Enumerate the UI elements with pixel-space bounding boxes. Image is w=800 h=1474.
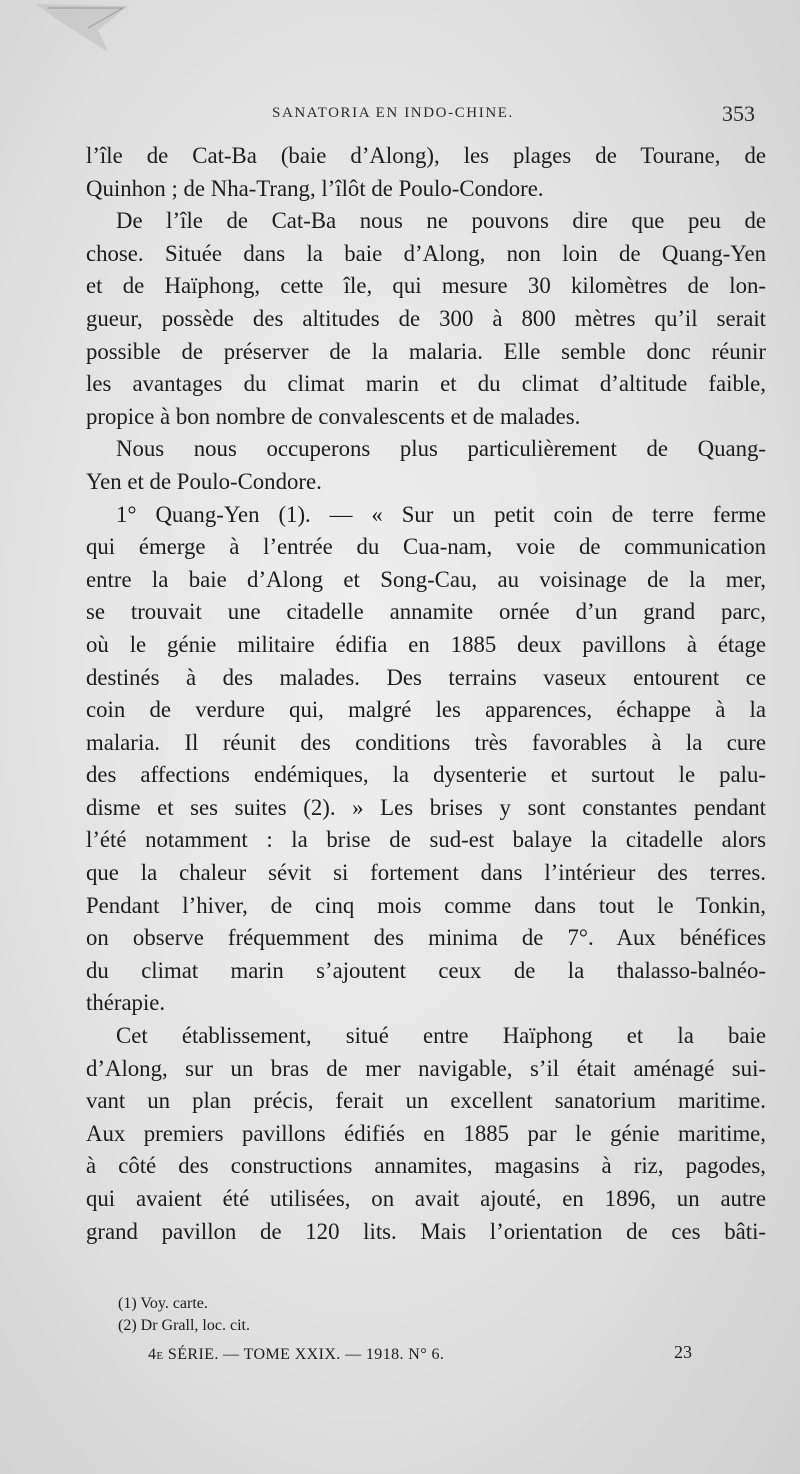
text-line: thérapie. [86, 990, 166, 1016]
text-line: des affections endémiques, la dysenterie et surtout le palu- [86, 762, 766, 788]
text-line: Pendant l’hiver, de cinq mois comme dans tout le Tonkin, [86, 892, 766, 918]
text-line: l’été notamment : la brise de sud-est balaye la citadelle alors [86, 827, 766, 853]
text-line: possible de préserver de la malaria. Elle semble donc réunir [86, 338, 766, 364]
text-line: coin de verdure qui, malgré les apparences, échappe à la [86, 697, 766, 723]
text-line: qui avaient été utilisées, on avait ajouté, en 1896, un autre [86, 1186, 766, 1211]
text-line: que la chaleur sévit si fortement dans l’intérieur des terres. [86, 860, 766, 886]
text-line: qui émerge à l’entrée du Cua-nam, voie de communication [86, 534, 766, 560]
text-line: propice à bon nombre de convalescents et de malades. [86, 403, 581, 429]
text-line: Yen et de Poulo-Condore. [86, 468, 322, 494]
text-line: gueur, possède des altitudes de 300 à 800 mètres qu’il serait [86, 305, 766, 331]
text-line: Quinhon ; de Nha-Trang, l’îlôt de Poulo-Condore. [86, 175, 544, 201]
text-line: malaria. Il réunit des conditions très favorables à la cure [86, 729, 766, 755]
footnote: (2) Dr Grall, loc. cit. [118, 1317, 250, 1334]
text-line: d’Along, sur un bras de mer navigable, s’il était aménagé sui- [86, 1055, 766, 1081]
torn-corner-mark [28, 0, 138, 60]
text-line: chose. Située dans la baie d’Along, non loin de Quang-Yen [86, 240, 766, 266]
text-line: vant un plan précis, ferait un excellent sanatorium maritime. [86, 1088, 766, 1114]
text-line: les avantages du climat marin et du climat d’altitude faible, [86, 371, 766, 397]
text-line: et de Haïphong, cette île, qui mesure 30 kilomètres de lon- [86, 273, 766, 299]
text-line: Aux premiers pavillons édifiés en 1885 par le génie maritime, [86, 1120, 766, 1146]
text-line: disme et ses suites (2). » Les brises y sont constantes pendant [86, 794, 766, 820]
text-line: on observe fréquemment des minima de 7°. Aux bénéfices [86, 925, 766, 951]
series-info: 4e SÉRIE. — TOME XXIX. — 1918. N° 6. [148, 1346, 445, 1363]
footnotes [118, 1293, 518, 1337]
text-line: se trouvait une citadelle annamite ornée d’un grand parc, [86, 599, 766, 625]
text-line: grand pavillon de 120 lits. Mais l’orientation de ces bâti- [86, 1218, 766, 1244]
footnote: (1) Voy. carte. [118, 1295, 208, 1312]
running-head-title: SANATORIA EN INDO-CHINE. [272, 105, 514, 121]
signature-number: 23 [674, 1342, 692, 1362]
body-text [86, 140, 766, 1248]
text-line: du climat marin s’ajoutent ceux de la thalasso-balnéo- [86, 957, 766, 983]
text-line: où le génie militaire édifia en 1885 deux pavillons à étage [86, 631, 766, 657]
text-line: destinés à des malades. Des terrains vaseux entourent ce [86, 664, 766, 690]
text-line: à côté des constructions annamites, magasins à riz, pagodes, [86, 1153, 766, 1179]
page-number: 353 [722, 101, 755, 126]
text-line: entre la baie d’Along et Song-Cau, au voisinage de la mer, [86, 566, 766, 592]
running-head [0, 101, 800, 135]
text-line: Nous nous occuperons plus particulièrement de Quang- [116, 436, 766, 462]
text-line: l’île de Cat-Ba (baie d’Along), les plages de Tourane, de [86, 143, 766, 168]
text-line: Cet établissement, situé entre Haïphong et la baie [116, 1023, 766, 1049]
section-heading-line: 1° Quang-Yen (1). — « Sur un petit coin de terre ferme [116, 501, 766, 527]
text-line: De l’île de Cat-Ba nous ne pouvons dire que peu de [116, 208, 766, 234]
signature-line [148, 1342, 708, 1370]
